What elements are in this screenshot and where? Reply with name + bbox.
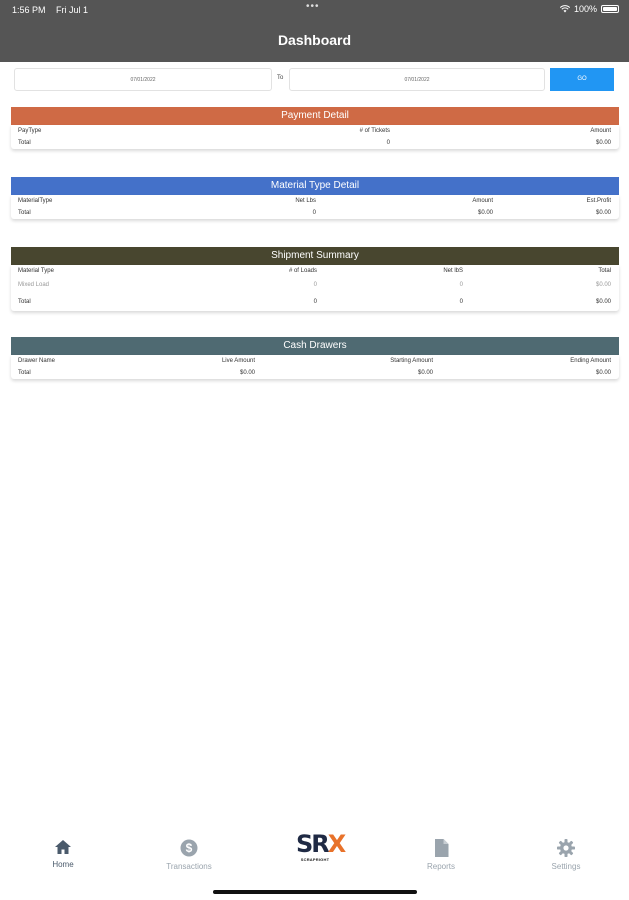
multitasking-dots[interactable]: •••	[306, 1, 320, 12]
table-header-row	[11, 195, 619, 207]
go-button[interactable]: GO	[550, 68, 614, 91]
section-title: Payment Detail	[11, 107, 619, 125]
tab-bar	[0, 825, 629, 900]
column-header: Ending Amount	[570, 358, 611, 364]
table-header-row	[11, 355, 619, 367]
page-title: Dashboard	[277, 32, 352, 48]
table-header-row	[11, 265, 619, 277]
tab-settings[interactable]	[543, 839, 589, 871]
total-row	[11, 137, 619, 149]
document-icon	[434, 839, 449, 857]
column-header: # of Loads	[288, 268, 317, 274]
material-type-cell: Mixed Load	[18, 282, 50, 288]
column-header: MaterialType	[18, 198, 53, 204]
total-label: Total	[18, 370, 31, 376]
to-label: To	[277, 75, 284, 81]
column-header: Amount	[472, 198, 493, 204]
tab-transactions[interactable]	[158, 839, 220, 871]
scrapright-logo[interactable]	[296, 830, 345, 871]
tab-label: Settings	[551, 862, 581, 871]
section-body	[11, 355, 619, 379]
section-title: Cash Drawers	[11, 337, 619, 355]
wifi-icon	[560, 5, 570, 13]
status-date: Fri Jul 1	[56, 5, 89, 15]
total-tickets: 0	[386, 140, 390, 146]
net-lbs-cell: 0	[459, 282, 463, 288]
column-header: Material Type	[18, 268, 54, 274]
section-title: Material Type Detail	[11, 177, 619, 195]
table-row[interactable]	[11, 277, 619, 294]
dollar-circle-icon	[180, 839, 198, 857]
total-est-profit: $0.00	[595, 210, 611, 216]
column-header: Est.Profit	[586, 198, 611, 204]
tab-home[interactable]	[38, 839, 88, 869]
total-amount: $0.00	[595, 140, 611, 146]
tab-label: Home	[52, 860, 74, 869]
total-row	[11, 367, 619, 379]
total-ending-amount: $0.00	[595, 370, 611, 376]
column-header: PayType	[18, 128, 42, 134]
logo-mark	[296, 830, 345, 858]
total-amount: $0.00	[595, 299, 611, 305]
total-starting-amount: $0.00	[417, 370, 433, 376]
app-header	[0, 0, 629, 62]
total-label: Total	[18, 140, 31, 146]
total-row	[11, 294, 619, 311]
battery-icon	[601, 5, 619, 13]
shipment-summary-section	[11, 247, 619, 311]
column-header: Net lbS	[443, 268, 463, 274]
material-type-detail-section	[11, 177, 619, 219]
total-net-lbs: 0	[459, 299, 463, 305]
logo-letter-x: X	[327, 830, 345, 858]
section-body	[11, 195, 619, 219]
status-bar	[0, 0, 629, 20]
total-row	[11, 207, 619, 219]
cash-drawers-section	[11, 337, 619, 379]
total-amount: $0.00	[477, 210, 493, 216]
tab-reports[interactable]	[418, 839, 464, 871]
column-header: Total	[598, 268, 611, 274]
table-header-row	[11, 125, 619, 137]
section-body	[11, 265, 619, 311]
battery-percent: 100%	[573, 4, 597, 14]
total-live-amount: $0.00	[239, 370, 255, 376]
total-label: Total	[18, 299, 31, 305]
gear-icon	[557, 839, 575, 857]
total-label: Total	[18, 210, 31, 216]
home-indicator[interactable]	[213, 890, 417, 894]
column-header: Drawer Name	[18, 358, 56, 364]
status-time: 1:56 PM	[12, 5, 46, 15]
section-body	[11, 125, 619, 149]
column-header: Amount	[590, 128, 611, 134]
to-date-input[interactable]	[289, 68, 545, 91]
tab-label: Reports	[426, 862, 455, 871]
home-icon	[54, 839, 72, 855]
payment-detail-section	[11, 107, 619, 149]
from-date-input[interactable]	[14, 68, 272, 91]
status-indicators	[560, 4, 619, 14]
total-cell: $0.00	[595, 282, 611, 288]
total-net-lbs: 0	[312, 210, 316, 216]
section-title: Shipment Summary	[11, 247, 619, 265]
logo-letters-sr: SR	[296, 830, 328, 858]
column-header: # of Tickets	[359, 128, 390, 134]
svg-text:$: $	[185, 841, 193, 855]
column-header: Starting Amount	[390, 358, 433, 364]
logo-subtitle: SCRAPRIGHT	[300, 857, 330, 862]
tab-label: Transactions	[166, 862, 212, 871]
loads-cell: 0	[313, 282, 317, 288]
date-range-bar	[14, 68, 616, 91]
total-loads: 0	[313, 299, 317, 305]
column-header: Live Amount	[221, 358, 255, 364]
column-header: Net Lbs	[295, 198, 316, 204]
